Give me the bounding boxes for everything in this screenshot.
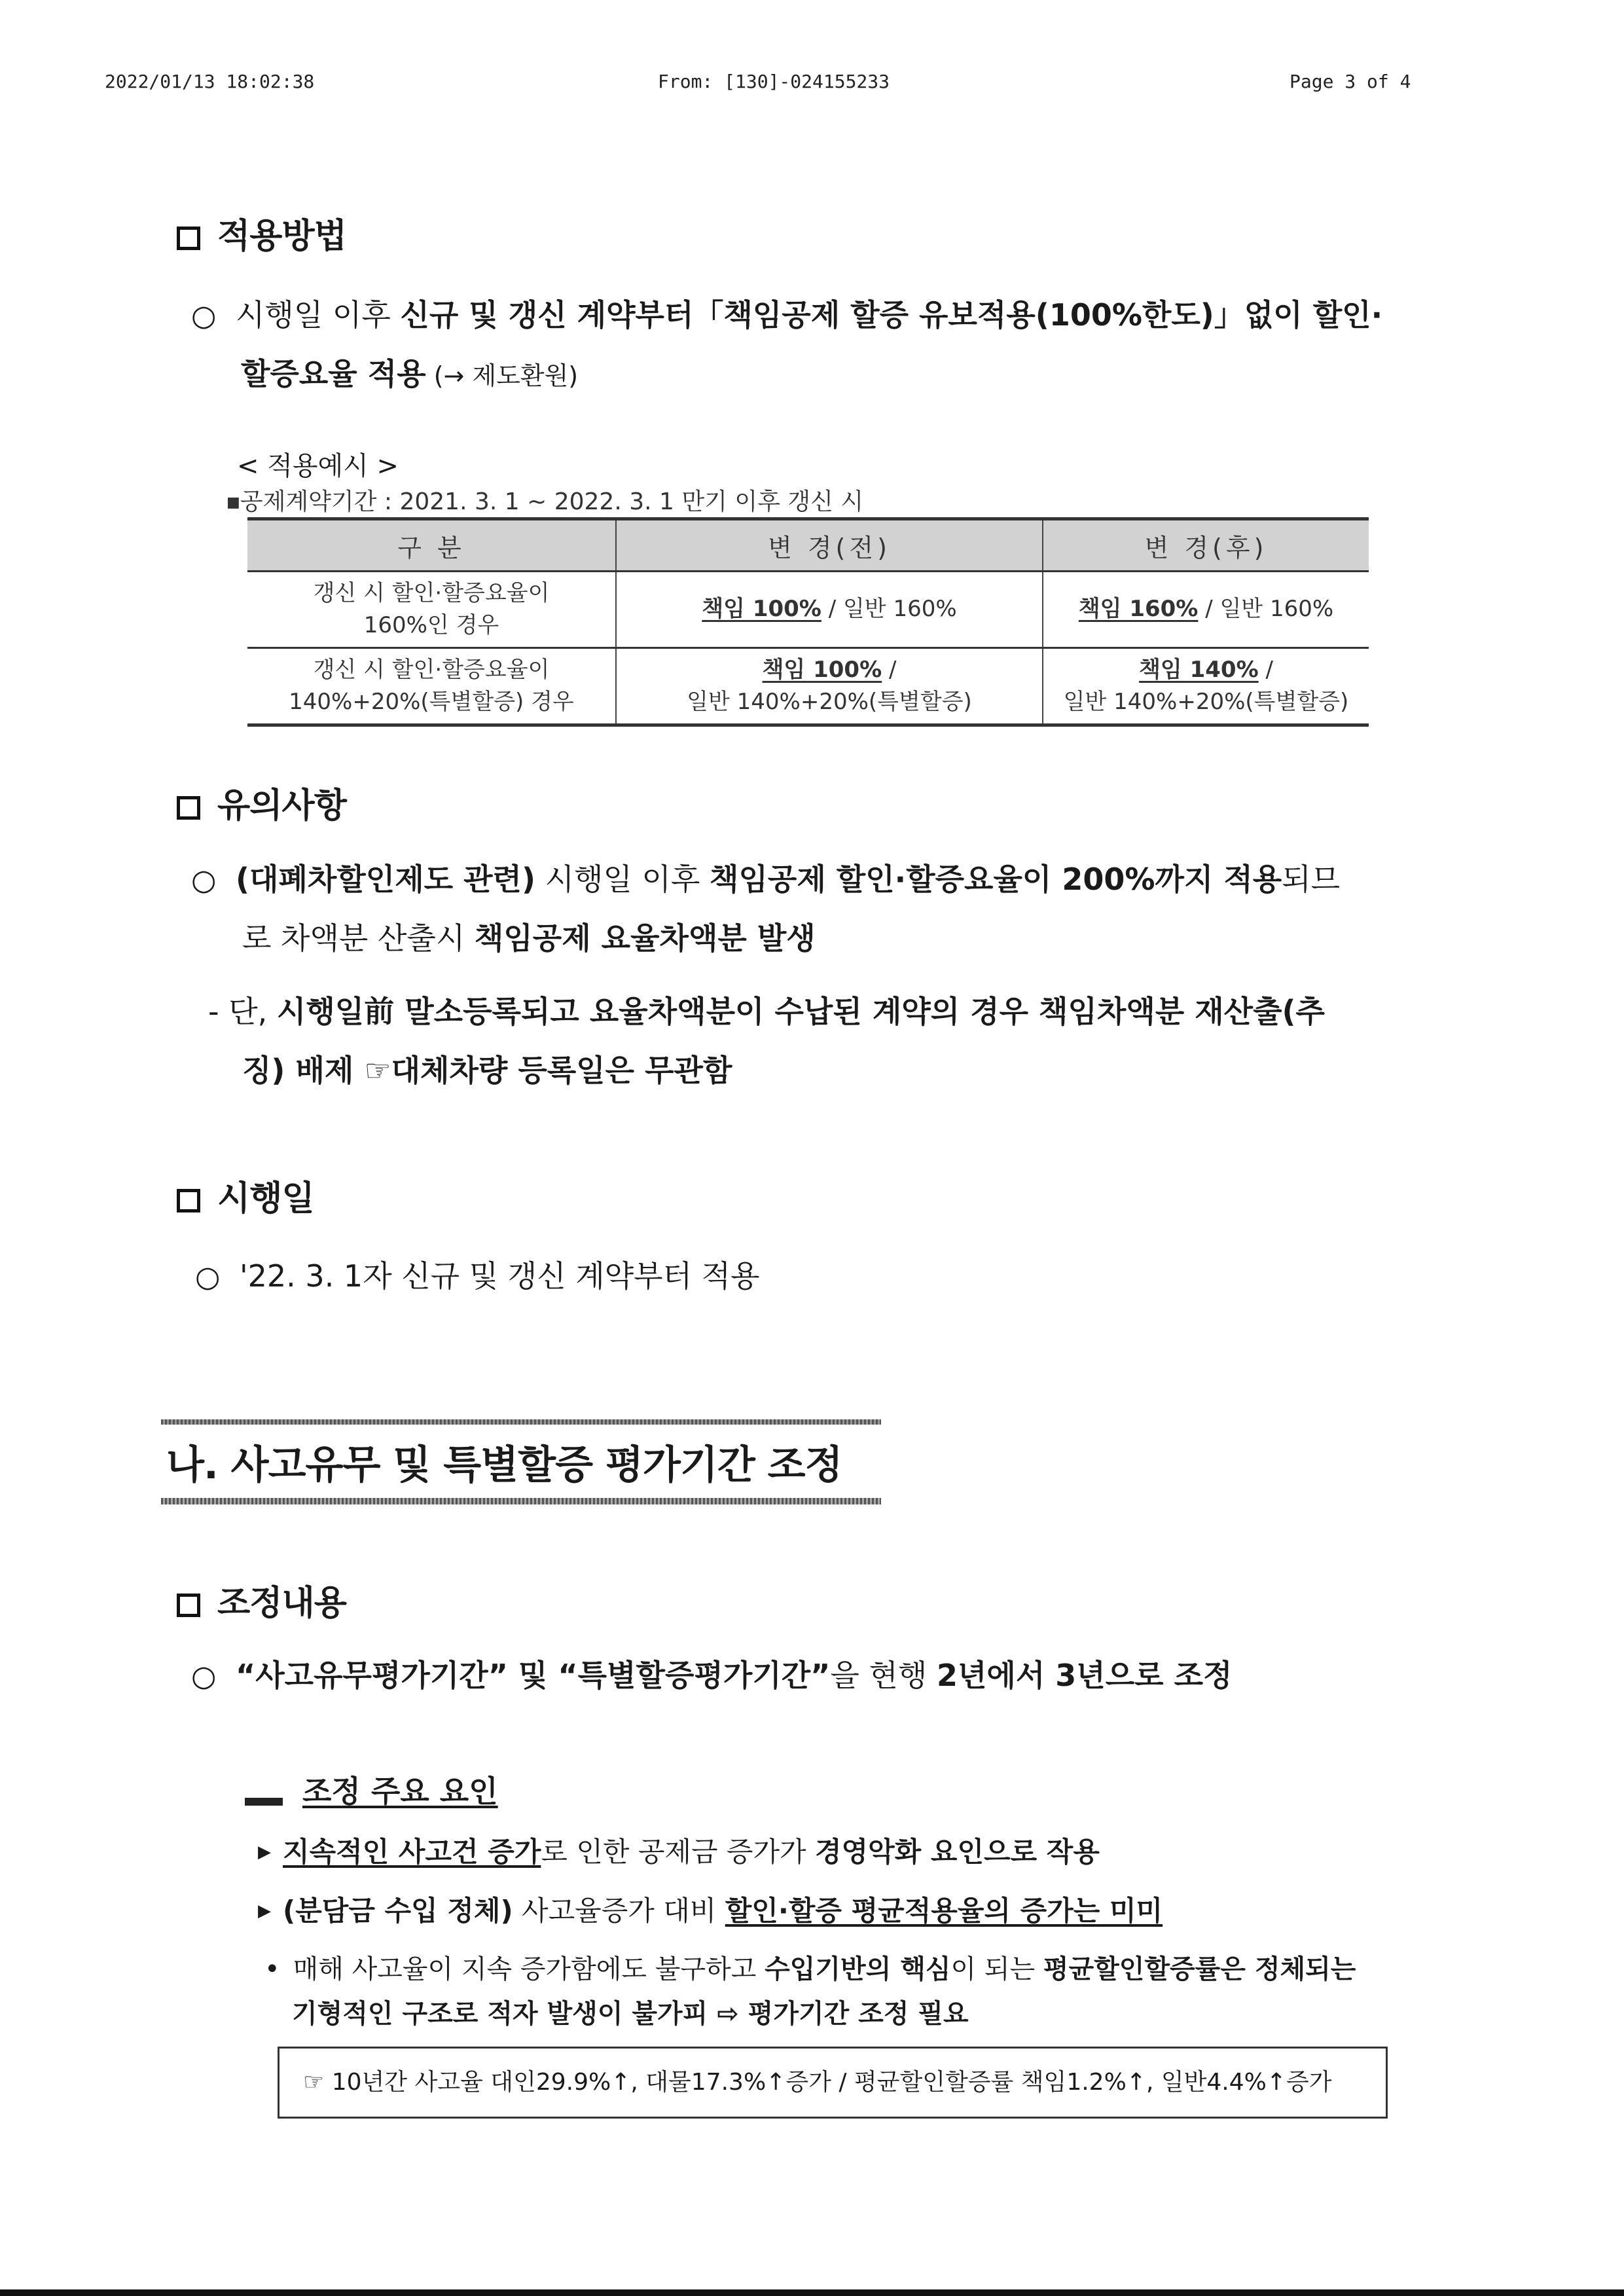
table-cell-after: 책임 160% / 일반 160% — [1043, 572, 1369, 648]
circle-bullet-icon: ○ — [195, 1260, 221, 1294]
section-title-adjust: 조정내용 — [177, 1575, 346, 1624]
heading-rule-bottom — [161, 1498, 881, 1504]
table-row — [247, 648, 1369, 725]
section-title-apply: 적용방법 — [177, 208, 346, 257]
fax-page-number: Page 3 of 4 — [1290, 71, 1411, 92]
section-na-title: 나. 사고유무 및 특별할증 평가기간 조정 — [166, 1442, 842, 1488]
circle-bullet-icon: ○ — [191, 1660, 217, 1693]
notes-bullet-line2: 로 차액분 산출시 책임공제 요율차액분 발생 — [242, 920, 816, 956]
factors-title: 조정 주요 요인 — [245, 1768, 498, 1811]
table-cell-before: 책임 100% / 일반 160% — [616, 572, 1043, 648]
checkbox-square-icon — [177, 1594, 200, 1617]
effective-bullet: ○ '22. 3. 1자 신규 및 갱신 계약부터 적용 — [195, 1258, 760, 1294]
scan-bottom-edge — [0, 2289, 1624, 2296]
example-title: < 적용예시 > — [237, 451, 399, 481]
table-header-before: 변 경(전) — [616, 519, 1043, 572]
table-cell-label: 갱신 시 할인·할증요율이 160%인 경우 — [247, 572, 616, 648]
fax-timestamp: 2022/01/13 18:02:38 — [105, 71, 315, 92]
table-cell-before: 책임 100% / 일반 140%+20%(특별할증) — [616, 648, 1043, 725]
heading-rule-top — [161, 1419, 881, 1425]
triangle-bullet-icon: ▶ — [258, 1842, 271, 1862]
table-cell-label: 갱신 시 할인·할증요율이 140%+20%(특별할증) 경우 — [247, 648, 616, 725]
dot-bullet-icon: • — [264, 1954, 280, 1984]
circle-bullet-icon: ○ — [191, 299, 217, 333]
checkbox-square-icon — [177, 227, 200, 250]
square-bullet-icon: ■ — [226, 494, 240, 511]
circle-bullet-icon: ○ — [191, 864, 217, 897]
table-cell-after: 책임 140% / 일반 140%+20%(특별할증) — [1043, 648, 1369, 725]
summary-note-box: ☞ 10년간 사고율 대인29.9%↑, 대물17.3%↑증가 / 평균할인할증률 책임1.2%↑, 일반4.4%↑증가 — [278, 2047, 1388, 2119]
notes-dash-line1: - 단, 시행일前 말소등록되고 요율차액분이 수납된 계약의 경우 책임차액분 재산출(추 — [208, 994, 1325, 1029]
table-header-row — [247, 519, 1369, 572]
fax-header — [0, 71, 1624, 100]
table-header-after: 변 경(후) — [1043, 519, 1369, 572]
checkbox-square-icon — [177, 1189, 200, 1212]
fax-sender: From: [130]-024155233 — [658, 71, 890, 92]
adjust-bullet: ○ “사고유무평가기간” 및 “특별할증평가기간”을 현행 2년에서 3년으로 조정 — [191, 1658, 1233, 1693]
section-title-notes: 유의사항 — [177, 778, 346, 827]
table-row — [247, 572, 1369, 648]
section-title-effective: 시행일 — [177, 1171, 314, 1220]
notes-bullet-line1: ○ (대폐차할인제도 관련) 시행일 이후 책임공제 할인·할증요율이 200%까지 적용되므 — [191, 862, 1341, 897]
triangle-bullet-icon: ▶ — [258, 1901, 271, 1921]
factor-item-1: ▶ 지속적인 사고건 증가로 인한 공제금 증가가 경영악화 요인으로 작용 — [258, 1836, 1100, 1868]
apply-bullet-line2: 할증요율 적용 (→ 제도환원) — [241, 356, 579, 392]
example-period: ■공제계약기간 : 2021. 3. 1 ~ 2022. 3. 1 만기 이후 갱신 시 — [226, 488, 864, 515]
apply-bullet-line1: ○ 시행일 이후 신규 및 갱신 계약부터「책임공제 할증 유보적용(100%한도)」없이 할인· — [191, 297, 1383, 333]
checkbox-square-icon — [177, 796, 200, 820]
detail-line1: • 매해 사고율이 지속 증가함에도 불구하고 수입기반의 핵심이 되는 평균할인할증률은 정체되는 — [264, 1954, 1356, 1984]
example-table — [247, 517, 1369, 727]
notes-dash-line2: 징) 배제 ☞대체차량 등록일은 무관함 — [242, 1053, 732, 1088]
section-heading-na — [161, 1419, 881, 1504]
detail-line2: 기형적인 구조로 적자 발생이 불가피 ⇨ 평가기간 조정 필요 — [292, 1999, 969, 2029]
factor-item-2: ▶ (분담금 수입 정체) 사고율증가 대비 할인·할증 평균적용율의 증가는 미미 — [258, 1895, 1163, 1927]
heading-marker-icon — [245, 1798, 283, 1806]
table-header-category: 구 분 — [247, 519, 616, 572]
